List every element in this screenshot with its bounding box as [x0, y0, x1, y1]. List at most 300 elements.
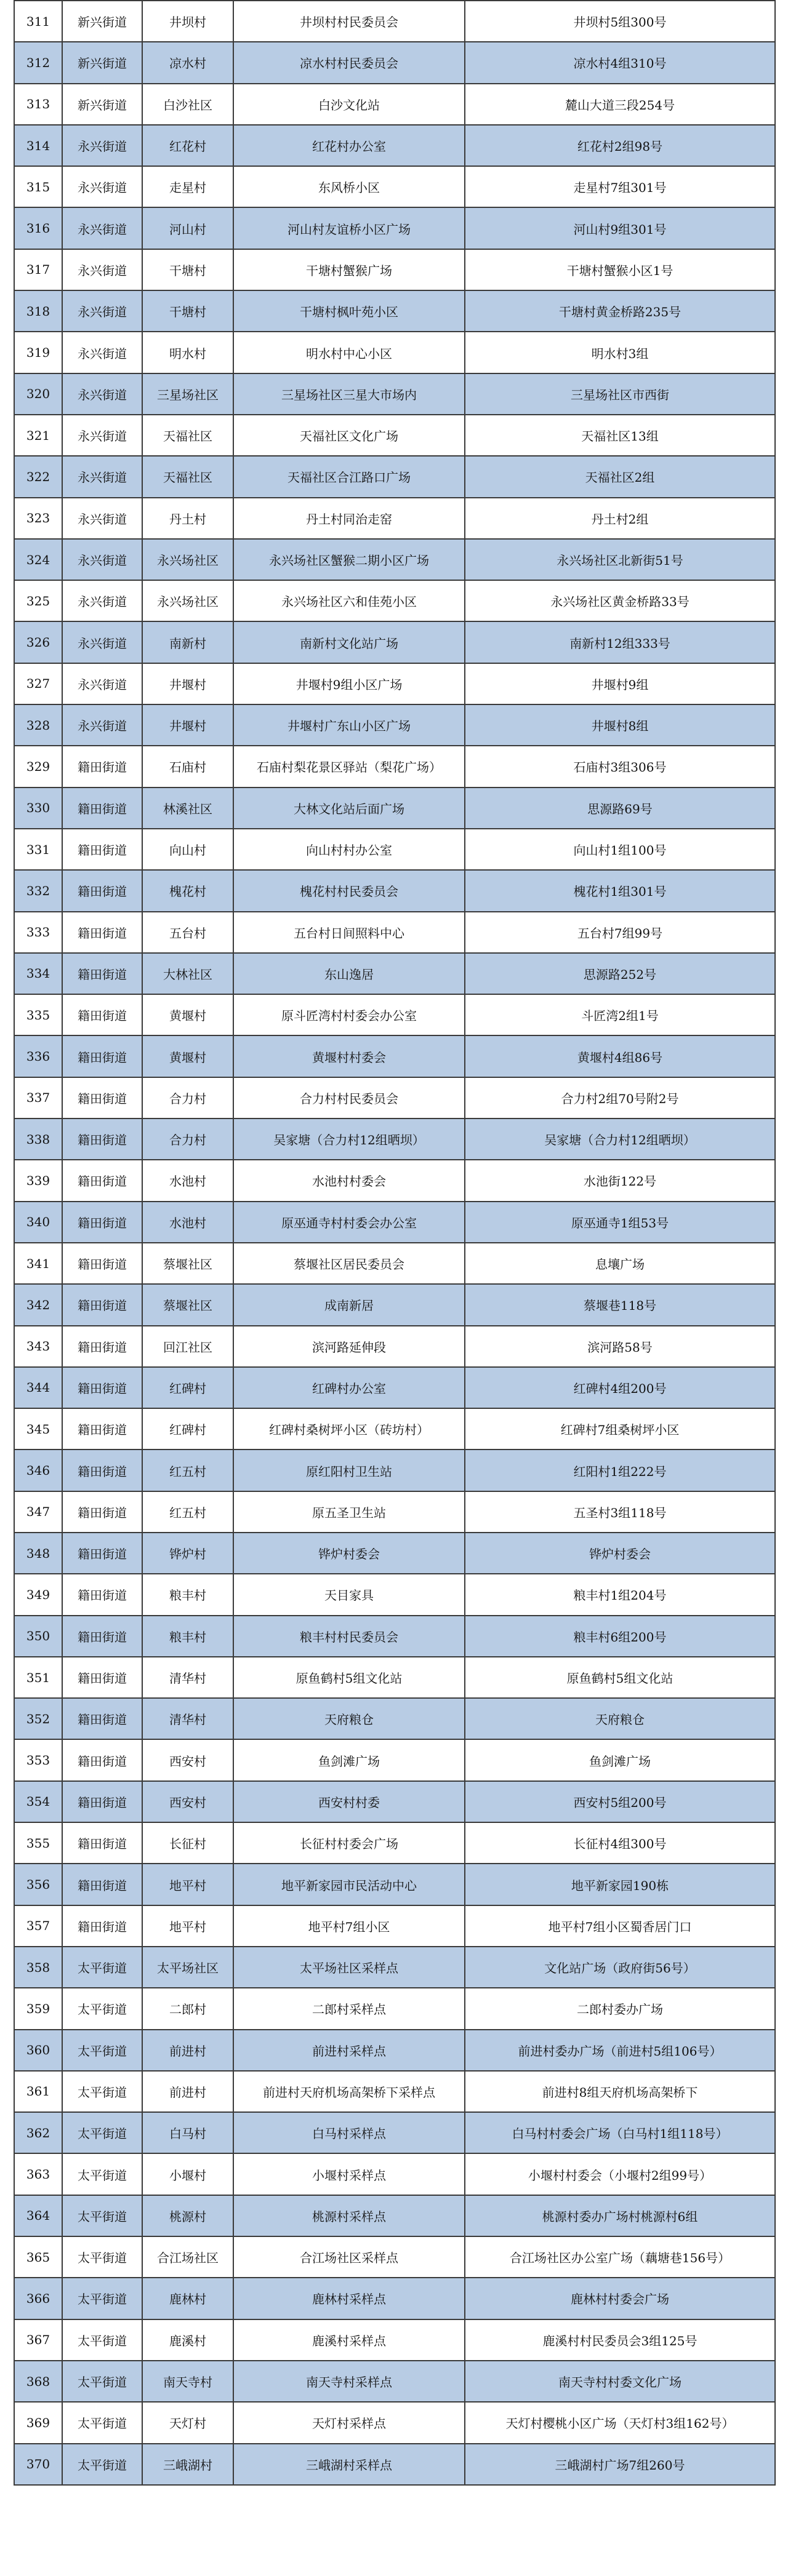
community-cell: 白马村 [142, 2112, 233, 2153]
table-row [14, 373, 775, 415]
address-cell: 石庙村3组306号 [465, 746, 775, 787]
address-cell: 鱼剑滩广场 [465, 1739, 775, 1780]
street-cell: 太平街道 [62, 1988, 142, 2029]
street-cell: 永兴街道 [62, 166, 142, 207]
street-cell: 籍田街道 [62, 912, 142, 953]
row-number-cell: 354 [14, 1781, 62, 1822]
site-name-cell: 天福社区文化广场 [233, 415, 465, 456]
table-row [14, 1449, 775, 1491]
row-number-cell: 342 [14, 1284, 62, 1325]
community-cell: 水池村 [142, 1160, 233, 1201]
table-row [14, 1367, 775, 1408]
site-name-cell: 二郎村采样点 [233, 1988, 465, 2029]
row-number-cell: 314 [14, 125, 62, 166]
community-cell: 合力村 [142, 1119, 233, 1160]
table-row [14, 249, 775, 290]
address-cell: 南新村12组333号 [465, 621, 775, 663]
street-cell: 永兴街道 [62, 207, 142, 249]
street-cell: 籍田街道 [62, 1657, 142, 1698]
community-cell: 天福社区 [142, 415, 233, 456]
row-number-cell: 360 [14, 2030, 62, 2071]
site-name-cell: 红碑村办公室 [233, 1367, 465, 1408]
address-cell: 五台村7组99号 [465, 912, 775, 953]
site-name-cell: 干塘村蟹猴广场 [233, 249, 465, 290]
community-cell: 合江场社区 [142, 2236, 233, 2278]
row-number-cell: 366 [14, 2278, 62, 2319]
table-row [14, 290, 775, 332]
street-cell: 太平街道 [62, 2030, 142, 2071]
row-number-cell: 370 [14, 2444, 62, 2485]
table-row [14, 539, 775, 580]
street-cell: 籍田街道 [62, 1160, 142, 1201]
row-number-cell: 319 [14, 332, 62, 373]
table-row [14, 2444, 775, 2485]
table-row [14, 1202, 775, 1243]
community-cell: 清华村 [142, 1657, 233, 1698]
community-cell: 粮丰村 [142, 1616, 233, 1657]
row-number-cell: 321 [14, 415, 62, 456]
street-cell: 太平街道 [62, 2361, 142, 2402]
row-number-cell: 349 [14, 1574, 62, 1615]
table-row [14, 42, 775, 83]
row-number-cell: 344 [14, 1367, 62, 1408]
address-cell: 红花村2组98号 [465, 125, 775, 166]
site-name-cell: 水池村村委会 [233, 1160, 465, 1201]
community-cell: 红碑村 [142, 1367, 233, 1408]
table-row [14, 953, 775, 994]
street-cell: 籍田街道 [62, 1781, 142, 1822]
address-cell: 永兴场社区北新街51号 [465, 539, 775, 580]
site-name-cell: 原五圣卫生站 [233, 1491, 465, 1533]
community-cell: 地平村 [142, 1864, 233, 1905]
table-row [14, 2278, 775, 2319]
address-cell: 粮丰村6组200号 [465, 1616, 775, 1657]
street-cell: 永兴街道 [62, 580, 142, 621]
table-row [14, 1698, 775, 1739]
street-cell: 籍田街道 [62, 829, 142, 870]
address-cell: 井堰村8组 [465, 704, 775, 746]
site-name-cell: 大林文化站后面广场 [233, 788, 465, 829]
table-row [14, 2071, 775, 2112]
community-cell: 井堰村 [142, 663, 233, 704]
street-cell: 籍田街道 [62, 1367, 142, 1408]
community-cell: 蔡堰社区 [142, 1243, 233, 1284]
table-row [14, 1739, 775, 1780]
community-cell: 天福社区 [142, 456, 233, 497]
site-name-cell: 三峨湖村采样点 [233, 2444, 465, 2485]
site-name-cell: 铧炉村委会 [233, 1533, 465, 1574]
site-name-cell: 西安村村委 [233, 1781, 465, 1822]
community-cell: 鹿林村 [142, 2278, 233, 2319]
address-cell: 天福社区13组 [465, 415, 775, 456]
address-cell: 走星村7组301号 [465, 166, 775, 207]
address-cell: 二郎村委办广场 [465, 1988, 775, 2029]
table-row [14, 1160, 775, 1201]
table-row [14, 746, 775, 787]
street-cell: 永兴街道 [62, 290, 142, 332]
address-cell: 合江场社区办公室广场（藕塘巷156号） [465, 2236, 775, 2278]
row-number-cell: 348 [14, 1533, 62, 1574]
community-cell: 前进村 [142, 2030, 233, 2071]
community-cell: 井坝村 [142, 1, 233, 42]
table-row [14, 1574, 775, 1615]
address-cell: 鹿溪村村民委员会3组125号 [465, 2319, 775, 2361]
row-number-cell: 367 [14, 2319, 62, 2361]
row-number-cell: 327 [14, 663, 62, 704]
community-cell: 红五村 [142, 1449, 233, 1491]
street-cell: 太平街道 [62, 2153, 142, 2195]
table-row [14, 332, 775, 373]
row-number-cell: 363 [14, 2153, 62, 2195]
address-cell: 天灯村樱桃小区广场（天灯村3组162号） [465, 2402, 775, 2443]
table-row [14, 1988, 775, 2029]
community-cell: 铧炉村 [142, 1533, 233, 1574]
community-cell: 前进村 [142, 2071, 233, 2112]
community-cell: 走星村 [142, 166, 233, 207]
table-row [14, 2030, 775, 2071]
address-cell: 原巫通寺1组53号 [465, 1202, 775, 1243]
table-row [14, 1822, 775, 1864]
row-number-cell: 330 [14, 788, 62, 829]
table-row [14, 2319, 775, 2361]
row-number-cell: 320 [14, 373, 62, 415]
site-name-cell: 吴家塘（合力村12组晒坝） [233, 1119, 465, 1160]
row-number-cell: 343 [14, 1326, 62, 1367]
community-cell: 槐花村 [142, 870, 233, 911]
site-name-cell: 干塘村枫叶苑小区 [233, 290, 465, 332]
community-cell: 黄堰村 [142, 994, 233, 1035]
address-cell: 干塘村黄金桥路235号 [465, 290, 775, 332]
site-name-cell: 河山村友谊桥小区广场 [233, 207, 465, 249]
address-cell: 三星场社区市西街 [465, 373, 775, 415]
community-cell: 鹿溪村 [142, 2319, 233, 2361]
site-name-cell: 天府粮仓 [233, 1698, 465, 1739]
address-cell: 鹿林村村委会广场 [465, 2278, 775, 2319]
address-cell: 思源路252号 [465, 953, 775, 994]
address-cell: 黄堰村4组86号 [465, 1035, 775, 1077]
row-number-cell: 324 [14, 539, 62, 580]
table-row [14, 1905, 775, 1947]
table-row [14, 1781, 775, 1822]
sampling-site-table-sheet [14, 0, 774, 2486]
site-name-cell: 东山逸居 [233, 953, 465, 994]
row-number-cell: 328 [14, 704, 62, 746]
street-cell: 籍田街道 [62, 746, 142, 787]
community-cell: 南新村 [142, 621, 233, 663]
street-cell: 太平街道 [62, 2278, 142, 2319]
site-name-cell: 小堰村采样点 [233, 2153, 465, 2195]
row-number-cell: 338 [14, 1119, 62, 1160]
community-cell: 粮丰村 [142, 1574, 233, 1615]
row-number-cell: 326 [14, 621, 62, 663]
address-cell: 息壤广场 [465, 1243, 775, 1284]
sampling-site-table [14, 0, 776, 2486]
community-cell: 河山村 [142, 207, 233, 249]
community-cell: 红碑村 [142, 1408, 233, 1449]
row-number-cell: 358 [14, 1947, 62, 1988]
row-number-cell: 332 [14, 870, 62, 911]
street-cell: 新兴街道 [62, 84, 142, 125]
table-row [14, 498, 775, 539]
street-cell: 永兴街道 [62, 249, 142, 290]
street-cell: 永兴街道 [62, 125, 142, 166]
street-cell: 永兴街道 [62, 539, 142, 580]
table-row [14, 1533, 775, 1574]
table-row [14, 704, 775, 746]
community-cell: 天灯村 [142, 2402, 233, 2443]
community-cell: 黄堰村 [142, 1035, 233, 1077]
row-number-cell: 345 [14, 1408, 62, 1449]
community-cell: 三星场社区 [142, 373, 233, 415]
row-number-cell: 336 [14, 1035, 62, 1077]
table-row [14, 207, 775, 249]
table-row [14, 125, 775, 166]
site-name-cell: 太平场社区采样点 [233, 1947, 465, 1988]
table-row [14, 1491, 775, 1533]
row-number-cell: 362 [14, 2112, 62, 2153]
table-row [14, 1616, 775, 1657]
street-cell: 籍田街道 [62, 1077, 142, 1119]
site-name-cell: 南新村文化站广场 [233, 621, 465, 663]
street-cell: 籍田街道 [62, 994, 142, 1035]
table-row [14, 870, 775, 911]
row-number-cell: 334 [14, 953, 62, 994]
site-name-cell: 白沙文化站 [233, 84, 465, 125]
street-cell: 新兴街道 [62, 1, 142, 42]
address-cell: 红碑村4组200号 [465, 1367, 775, 1408]
address-cell: 水池街122号 [465, 1160, 775, 1201]
row-number-cell: 361 [14, 2071, 62, 2112]
street-cell: 籍田街道 [62, 1822, 142, 1864]
community-cell: 合力村 [142, 1077, 233, 1119]
community-cell: 石庙村 [142, 746, 233, 787]
row-number-cell: 340 [14, 1202, 62, 1243]
street-cell: 太平街道 [62, 1947, 142, 1988]
community-cell: 红花村 [142, 125, 233, 166]
address-cell: 三峨湖村广场7组260号 [465, 2444, 775, 2485]
community-cell: 太平场社区 [142, 1947, 233, 1988]
address-cell: 井堰村9组 [465, 663, 775, 704]
site-name-cell: 原斗匠湾村村委会办公室 [233, 994, 465, 1035]
row-number-cell: 331 [14, 829, 62, 870]
street-cell: 新兴街道 [62, 42, 142, 83]
table-row [14, 829, 775, 870]
table-row [14, 2112, 775, 2153]
street-cell: 永兴街道 [62, 373, 142, 415]
row-number-cell: 311 [14, 1, 62, 42]
table-row [14, 663, 775, 704]
community-cell: 回江社区 [142, 1326, 233, 1367]
street-cell: 籍田街道 [62, 1284, 142, 1325]
site-name-cell: 鱼剑滩广场 [233, 1739, 465, 1780]
community-cell: 凉水村 [142, 42, 233, 83]
address-cell: 思源路69号 [465, 788, 775, 829]
community-cell: 小堰村 [142, 2153, 233, 2195]
community-cell: 丹土村 [142, 498, 233, 539]
table-row [14, 1077, 775, 1119]
table-row [14, 2361, 775, 2402]
row-number-cell: 352 [14, 1698, 62, 1739]
table-row [14, 1, 775, 42]
address-cell: 小堰村村委会（小堰村2组99号） [465, 2153, 775, 2195]
street-cell: 籍田街道 [62, 788, 142, 829]
site-name-cell: 井坝村村民委员会 [233, 1, 465, 42]
street-cell: 籍田街道 [62, 953, 142, 994]
row-number-cell: 312 [14, 42, 62, 83]
street-cell: 永兴街道 [62, 704, 142, 746]
row-number-cell: 315 [14, 166, 62, 207]
site-name-cell: 永兴场社区蟹猴二期小区广场 [233, 539, 465, 580]
table-row [14, 1035, 775, 1077]
address-cell: 河山村9组301号 [465, 207, 775, 249]
community-cell: 水池村 [142, 1202, 233, 1243]
address-cell: 向山村1组100号 [465, 829, 775, 870]
row-number-cell: 325 [14, 580, 62, 621]
table-row [14, 580, 775, 621]
site-name-cell: 红花村办公室 [233, 125, 465, 166]
community-cell: 永兴场社区 [142, 539, 233, 580]
table-row [14, 1408, 775, 1449]
site-name-cell: 天灯村采样点 [233, 2402, 465, 2443]
table-row [14, 2236, 775, 2278]
street-cell: 籍田街道 [62, 1574, 142, 1615]
site-name-cell: 黄堰村村委会 [233, 1035, 465, 1077]
site-name-cell: 鹿溪村采样点 [233, 2319, 465, 2361]
row-number-cell: 337 [14, 1077, 62, 1119]
street-cell: 籍田街道 [62, 870, 142, 911]
row-number-cell: 329 [14, 746, 62, 787]
site-name-cell: 丹土村同治走窑 [233, 498, 465, 539]
street-cell: 籍田街道 [62, 1449, 142, 1491]
table-row [14, 994, 775, 1035]
site-name-cell: 东风桥小区 [233, 166, 465, 207]
community-cell: 西安村 [142, 1739, 233, 1780]
site-name-cell: 凉水村村民委员会 [233, 42, 465, 83]
street-cell: 永兴街道 [62, 621, 142, 663]
address-cell: 丹土村2组 [465, 498, 775, 539]
street-cell: 太平街道 [62, 2195, 142, 2236]
address-cell: 凉水村4组310号 [465, 42, 775, 83]
address-cell: 蔡堰巷118号 [465, 1284, 775, 1325]
table-row [14, 415, 775, 456]
address-cell: 铧炉村委会 [465, 1533, 775, 1574]
row-number-cell: 335 [14, 994, 62, 1035]
address-cell: 文化站广场（政府街56号） [465, 1947, 775, 1988]
address-cell: 干塘村蟹猴小区1号 [465, 249, 775, 290]
street-cell: 永兴街道 [62, 415, 142, 456]
table-row [14, 1326, 775, 1367]
address-cell: 南天寺村村委文化广场 [465, 2361, 775, 2402]
site-name-cell: 井堰村9组小区广场 [233, 663, 465, 704]
row-number-cell: 351 [14, 1657, 62, 1698]
community-cell: 二郎村 [142, 1988, 233, 2029]
row-number-cell: 357 [14, 1905, 62, 1947]
row-number-cell: 318 [14, 290, 62, 332]
site-name-cell: 红碑村桑树坪小区（砖坊村） [233, 1408, 465, 1449]
site-name-cell: 桃源村采样点 [233, 2195, 465, 2236]
address-cell: 红碑村7组桑树坪小区 [465, 1408, 775, 1449]
address-cell: 合力村2组70号附2号 [465, 1077, 775, 1119]
table-row [14, 1657, 775, 1698]
address-cell: 麓山大道三段254号 [465, 84, 775, 125]
address-cell: 原鱼鹤村5组文化站 [465, 1657, 775, 1698]
site-name-cell: 长征村村委会广场 [233, 1822, 465, 1864]
street-cell: 籍田街道 [62, 1035, 142, 1077]
community-cell: 三峨湖村 [142, 2444, 233, 2485]
table-row [14, 621, 775, 663]
street-cell: 永兴街道 [62, 456, 142, 497]
street-cell: 太平街道 [62, 2444, 142, 2485]
address-cell: 西安村5组200号 [465, 1781, 775, 1822]
site-name-cell: 天目家具 [233, 1574, 465, 1615]
row-number-cell: 369 [14, 2402, 62, 2443]
site-name-cell: 合力村村民委员会 [233, 1077, 465, 1119]
address-cell: 地平新家园190栋 [465, 1864, 775, 1905]
table-row [14, 2402, 775, 2443]
community-cell: 蔡堰社区 [142, 1284, 233, 1325]
site-name-cell: 前进村采样点 [233, 2030, 465, 2071]
row-number-cell: 364 [14, 2195, 62, 2236]
community-cell: 西安村 [142, 1781, 233, 1822]
row-number-cell: 368 [14, 2361, 62, 2402]
address-cell: 地平村7组小区蜀香居门口 [465, 1905, 775, 1947]
site-name-cell: 前进村天府机场高架桥下采样点 [233, 2071, 465, 2112]
community-cell: 白沙社区 [142, 84, 233, 125]
row-number-cell: 359 [14, 1988, 62, 2029]
row-number-cell: 333 [14, 912, 62, 953]
community-cell: 红五村 [142, 1491, 233, 1533]
site-name-cell: 鹿林村采样点 [233, 2278, 465, 2319]
site-name-cell: 石庙村梨花景区驿站（梨花广场） [233, 746, 465, 787]
table-row [14, 912, 775, 953]
community-cell: 向山村 [142, 829, 233, 870]
street-cell: 籍田街道 [62, 1698, 142, 1739]
address-cell: 明水村3组 [465, 332, 775, 373]
site-name-cell: 永兴场社区六和佳苑小区 [233, 580, 465, 621]
street-cell: 籍田街道 [62, 1326, 142, 1367]
community-cell: 南天寺村 [142, 2361, 233, 2402]
table-row [14, 788, 775, 829]
street-cell: 籍田街道 [62, 1616, 142, 1657]
community-cell: 干塘村 [142, 290, 233, 332]
row-number-cell: 322 [14, 456, 62, 497]
site-name-cell: 合江场社区采样点 [233, 2236, 465, 2278]
table-row [14, 84, 775, 125]
row-number-cell: 339 [14, 1160, 62, 1201]
address-cell: 前进村8组天府机场高架桥下 [465, 2071, 775, 2112]
site-name-cell: 南天寺村采样点 [233, 2361, 465, 2402]
street-cell: 永兴街道 [62, 498, 142, 539]
row-number-cell: 317 [14, 249, 62, 290]
street-cell: 太平街道 [62, 2071, 142, 2112]
site-name-cell: 粮丰村村民委员会 [233, 1616, 465, 1657]
community-cell: 五台村 [142, 912, 233, 953]
row-number-cell: 316 [14, 207, 62, 249]
site-name-cell: 成南新居 [233, 1284, 465, 1325]
address-cell: 斗匠湾2组1号 [465, 994, 775, 1035]
address-cell: 吴家塘（合力村12组晒坝） [465, 1119, 775, 1160]
table-row [14, 2195, 775, 2236]
street-cell: 籍田街道 [62, 1491, 142, 1533]
street-cell: 永兴街道 [62, 663, 142, 704]
street-cell: 太平街道 [62, 2236, 142, 2278]
row-number-cell: 341 [14, 1243, 62, 1284]
address-cell: 槐花村1组301号 [465, 870, 775, 911]
address-cell: 粮丰村1组204号 [465, 1574, 775, 1615]
street-cell: 太平街道 [62, 2319, 142, 2361]
address-cell: 井坝村5组300号 [465, 1, 775, 42]
table-row [14, 1947, 775, 1988]
